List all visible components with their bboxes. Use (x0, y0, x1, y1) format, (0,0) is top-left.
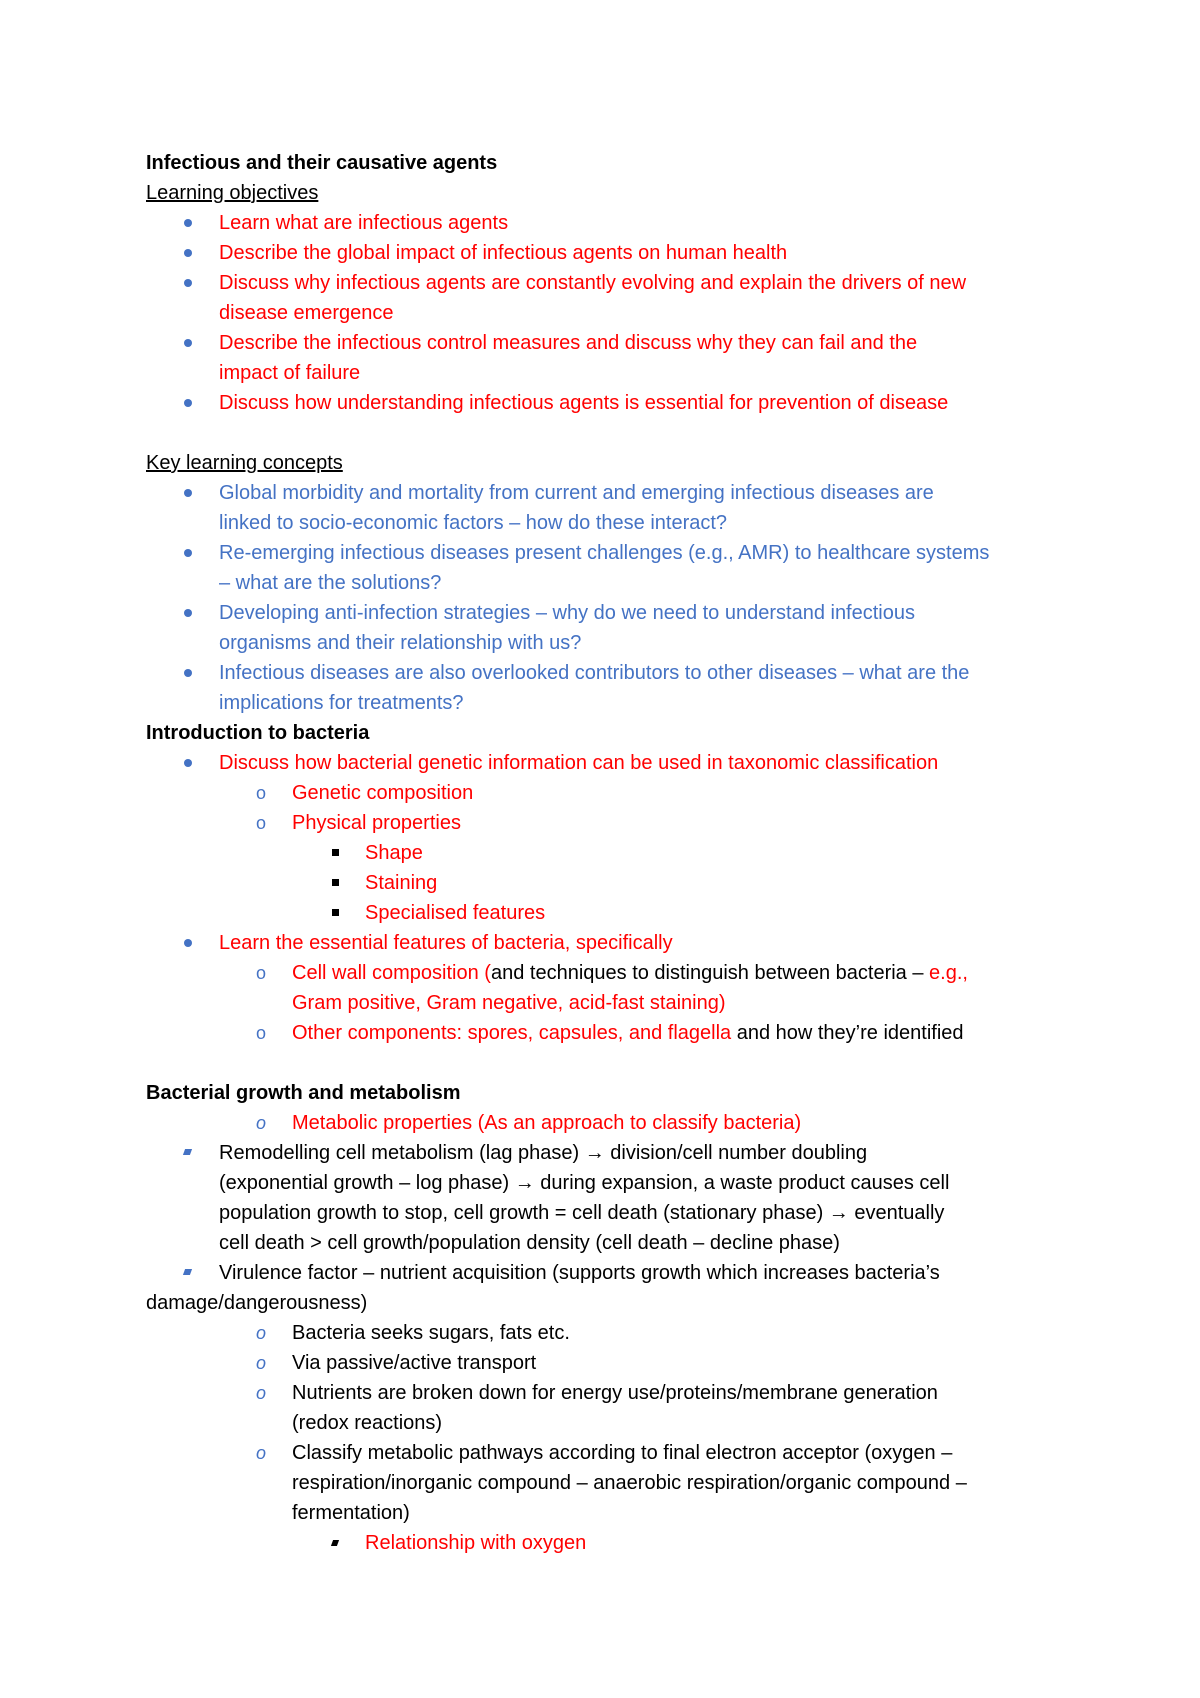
list-item: Discuss how bacterial genetic information can be used in taxonomic classification (219, 752, 939, 774)
list-item-continuation: fermentation) (292, 1502, 410, 1524)
list-item-continuation: respiration/inorganic compound – anaerobic respiration/organic compound – (292, 1472, 967, 1494)
circle-bullet-icon: o (256, 1323, 267, 1343)
sub-list-item: o Metabolic properties (As an approach to classify bacteria) (146, 1108, 1146, 1138)
list-item-continuation: Gram positive, Gram negative, acid-fast staining) (292, 992, 726, 1014)
list-item: Developing anti-infection strategies – why do we need to understand infectious (219, 602, 915, 624)
key-concepts-heading: Key learning concepts (146, 452, 343, 474)
list-item-continuation: linked to socio-economic factors – how do these interact? (219, 512, 728, 534)
list-item: Infectious diseases are also overlooked contributors to other diseases – what are the (219, 662, 970, 684)
sub-list-item: o Bacteria seeks sugars, fats etc. (146, 1318, 1146, 1348)
growth-heading: Bacterial growth and metabolism (146, 1082, 461, 1104)
list-item: Discuss how understanding infectious agents is essential for prevention of disease (219, 392, 949, 414)
list-item-continuation: implications for treatments? (219, 692, 464, 714)
sub-list-item: o Genetic composition (146, 778, 1146, 808)
list-item: Virulence factor – nutrient acquisition (supports growth which increases bacteria’s (219, 1262, 940, 1284)
sub-sub-list-item: Specialised features (365, 902, 546, 924)
list-item-continuation: (redox reactions) (292, 1412, 443, 1434)
sub-sub-list-item: Shape (365, 842, 423, 864)
circle-bullet-icon: o (256, 1353, 267, 1373)
page-title: Infectious and their causative agents (146, 152, 498, 174)
sub-list-item: o Nutrients are broken down for energy use/proteins/membrane generation (146, 1378, 1146, 1408)
list-item: Learn the essential features of bacteria, specifically (219, 932, 673, 954)
list-item-continuation: – what are the solutions? (219, 572, 442, 594)
circle-bullet-icon: o (256, 963, 267, 983)
circle-bullet-icon: o (256, 1383, 267, 1403)
circle-bullet-icon: o (256, 813, 267, 833)
circle-bullet-icon: o (256, 1443, 267, 1463)
list-item: Describe the global impact of infectious agents on human health (219, 242, 788, 264)
list-item-continuation: (exponential growth – log phase) → during expansion, a waste product causes cell (219, 1172, 950, 1194)
list-item-continuation: disease emergence (219, 302, 394, 324)
list-item: Discuss why infectious agents are constantly evolving and explain the drivers of new (219, 272, 967, 294)
list-item-continuation: damage/dangerousness) (146, 1292, 368, 1314)
list-item-continuation: cell death > cell growth/population density (cell death – decline phase) (219, 1232, 840, 1254)
list-item: Global morbidity and mortality from current and emerging infectious diseases are (219, 482, 934, 504)
document-body (146, 148, 1146, 1558)
sub-list-item: o Via passive/active transport (146, 1348, 1146, 1378)
learning-objectives-heading: Learning objectives (146, 182, 319, 204)
sub-list-item: o Cell wall composition (and techniques to distinguish between bacteria – e.g., (146, 958, 1146, 988)
list-item-continuation: impact of failure (219, 362, 361, 384)
circle-bullet-icon: o (256, 1113, 267, 1133)
sub-list-item: o Other components: spores, capsules, and flagella and how they’re identified (146, 1018, 1146, 1048)
intro-bacteria-heading: Introduction to bacteria (146, 722, 370, 744)
list-item: Describe the infectious control measures and discuss why they can fail and the (219, 332, 918, 354)
list-item-continuation: population growth to stop, cell growth = cell death (stationary phase) → eventually (219, 1202, 945, 1224)
circle-bullet-icon: o (256, 783, 267, 803)
list-item: Learn what are infectious agents (219, 212, 509, 234)
sub-sub-list-item: Relationship with oxygen (365, 1532, 587, 1554)
circle-bullet-icon: o (256, 1023, 267, 1043)
sub-sub-list-item: Staining (365, 872, 438, 894)
sub-list-item: o Classify metabolic pathways according to final electron acceptor (oxygen – (146, 1438, 1146, 1468)
list-item: Remodelling cell metabolism (lag phase) → division/cell number doubling (219, 1142, 868, 1164)
list-item-continuation: organisms and their relationship with us? (219, 632, 582, 654)
sub-list-item: o Physical properties (146, 808, 1146, 838)
list-item: Re-emerging infectious diseases present challenges (e.g., AMR) to healthcare systems (219, 542, 990, 564)
